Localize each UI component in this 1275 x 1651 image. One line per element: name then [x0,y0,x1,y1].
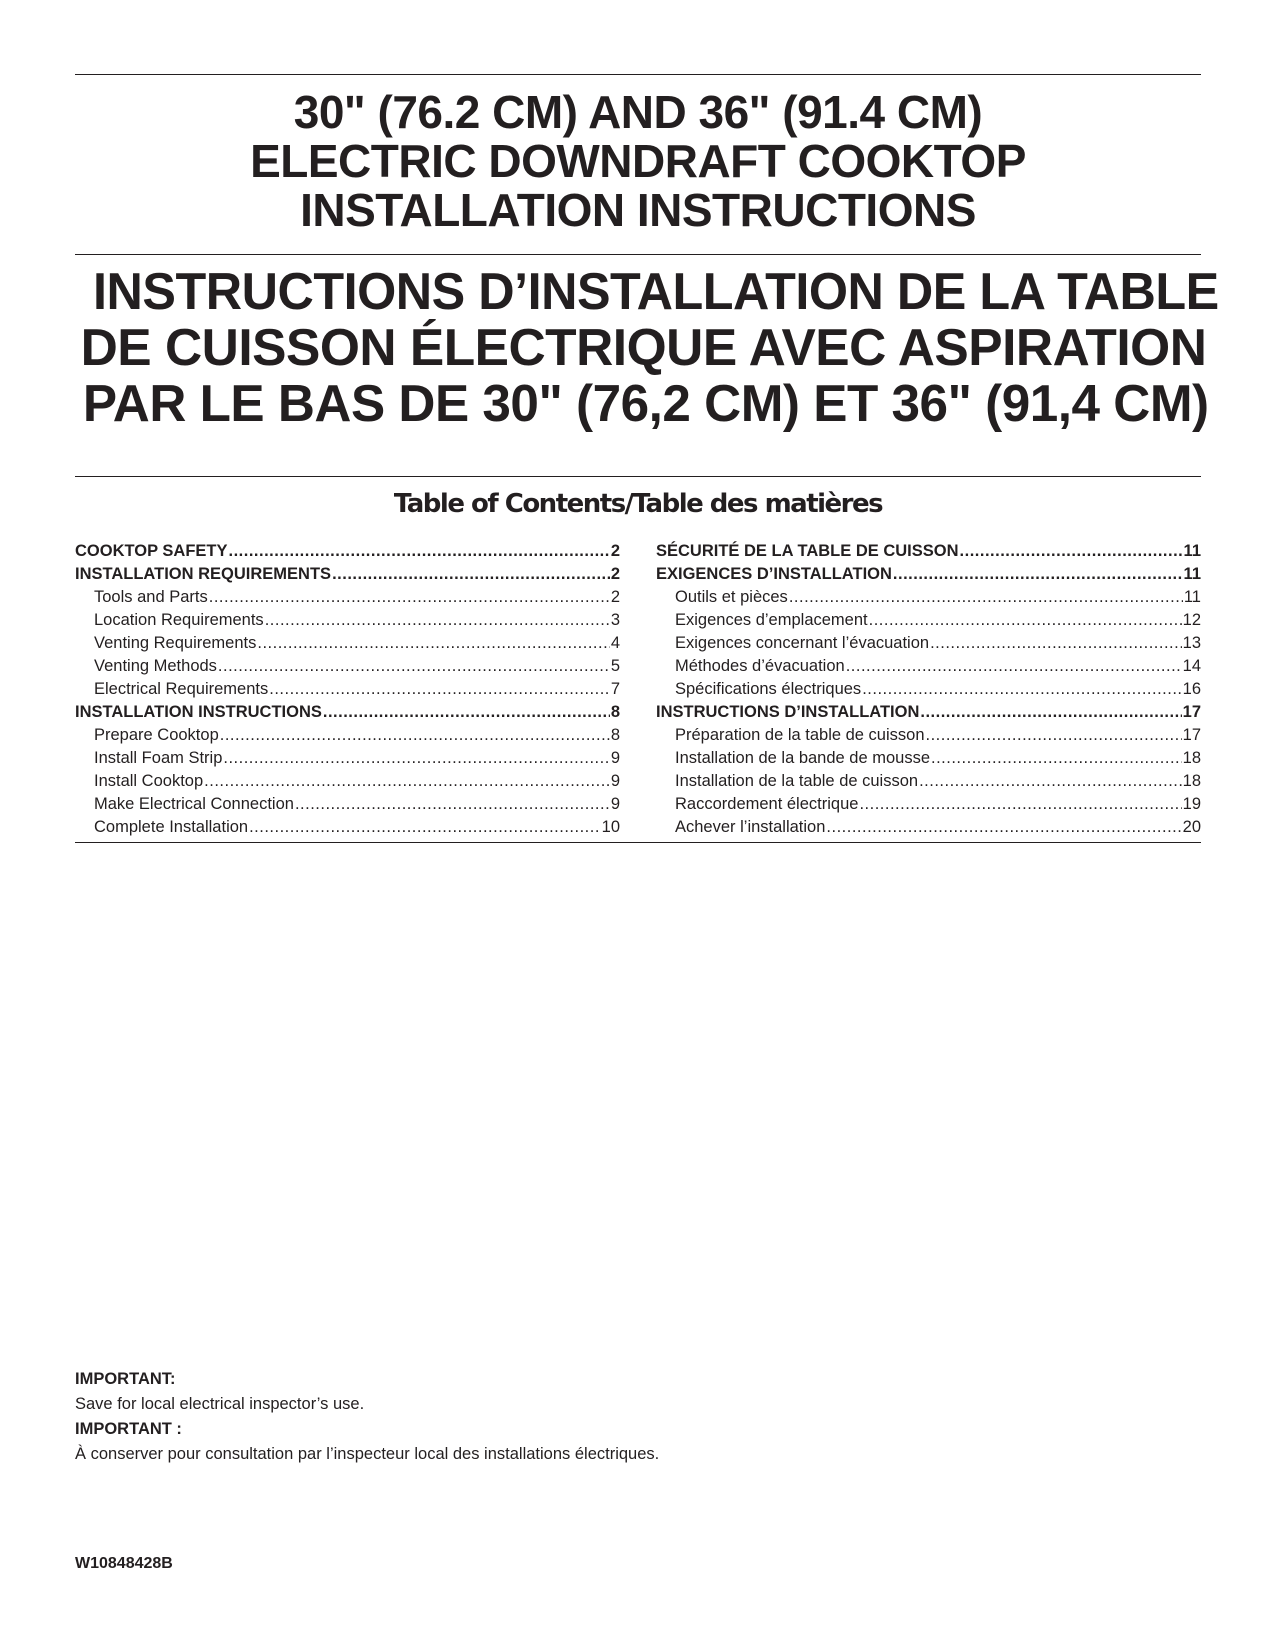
toc-heading: Table of Contents/Table des matières [393,489,883,519]
important-label-french: IMPORTANT : [75,1420,182,1438]
toc-english-column [75,540,620,839]
toc-dot-leader [869,609,1182,632]
toc-entry[interactable] [656,632,1201,655]
toc-entry-page: 18 [1182,749,1201,767]
toc-entry[interactable] [656,747,1201,770]
title-english [75,88,1201,235]
toc-entry-page: 17 [1182,703,1201,721]
toc-french-column [656,540,1201,839]
toc-entry-page: 18 [1182,772,1201,790]
toc-entry-page: 7 [610,680,620,698]
title-french-line-1: INSTRUCTIONS D’INSTALLATION DE LA TABLE [93,263,1219,321]
toc-entry-label: INSTALLATION REQUIREMENTS [75,565,332,583]
toc-entry-label: Install Cooktop [94,772,204,790]
toc-dot-leader [960,540,1183,563]
toc-entry[interactable] [75,586,620,609]
important-notice [75,1367,659,1467]
toc-entry-label: Make Electrical Connection [94,795,294,813]
toc-entry-page: 9 [610,772,620,790]
toc-entry[interactable] [75,655,620,678]
toc-dot-leader [204,770,610,793]
toc-entry-page: 3 [610,611,620,629]
toc-dot-leader [826,816,1181,839]
toc-dot-leader [265,609,610,632]
toc-entry[interactable] [656,655,1201,678]
title-french-line-2: DE CUISSON ÉLECTRIQUE AVEC ASPIRATION [80,319,1207,377]
toc-dot-leader [862,678,1181,701]
toc-entry[interactable] [656,609,1201,632]
toc-entry-label: COOKTOP SAFETY [75,542,228,560]
toc-entry-page: 5 [610,657,620,675]
toc-dot-leader [926,724,1182,747]
toc-dot-leader [249,816,601,839]
toc-entry-label: INSTRUCTIONS D’INSTALLATION [656,703,920,721]
toc-entry[interactable] [75,563,620,586]
toc-dot-leader [919,770,1182,793]
toc-dot-leader [229,540,610,563]
toc-entry-page: 9 [610,749,620,767]
toc-entry-page: 16 [1182,680,1201,698]
toc-dot-leader [846,655,1182,678]
toc-entry[interactable] [656,540,1201,563]
toc-entry-page: 14 [1182,657,1201,675]
toc-entry[interactable] [75,724,620,747]
toc-entry-page: 12 [1182,611,1201,629]
toc-dot-leader [920,701,1181,724]
toc-entry-page: 17 [1182,726,1201,744]
toc-entry-label: Venting Requirements [94,634,257,652]
title-french [75,263,1219,433]
toc-entry-label: Raccordement électrique [675,795,859,813]
toc-entry[interactable] [75,609,620,632]
toc-entry[interactable] [75,793,620,816]
toc-entry-page: 11 [1183,565,1201,583]
toc-entry-label: Spécifications électriques [675,680,862,698]
toc-entry-label: Exigences d’emplacement [675,611,868,629]
toc-dot-leader [223,747,609,770]
toc-entry[interactable] [656,701,1201,724]
toc-entry-page: 4 [610,634,620,652]
toc-entry[interactable] [656,563,1201,586]
toc-dot-leader [220,724,610,747]
toc-entry-label: Installation de la table de cuisson [675,772,919,790]
toc-entry-page: 8 [610,703,620,721]
toc-entry-page: 11 [1183,588,1201,606]
toc-dot-leader [218,655,610,678]
toc-entry[interactable] [656,770,1201,793]
important-text-french: À conserver pour consultation par l’inspecteur local des installations électriques. [75,1445,660,1463]
toc-dot-leader [859,793,1181,816]
toc-entry-label: INSTALLATION INSTRUCTIONS [75,703,322,721]
toc-entry-page: 13 [1182,634,1201,652]
toc-bottom-rule [75,842,1201,843]
toc-entry-label: Location Requirements [94,611,264,629]
toc-entry-page: 9 [610,795,620,813]
toc-entry-page: 2 [610,565,620,583]
toc-entry-page: 20 [1182,818,1201,836]
toc-entry[interactable] [656,793,1201,816]
title-english-line-3: INSTALLATION INSTRUCTIONS [300,184,976,236]
toc-entry[interactable] [75,678,620,701]
toc-entry[interactable] [75,701,620,724]
title-english-line-1: 30" (76.2 CM) AND 36" (91.4 CM) [293,86,983,138]
toc-entry[interactable] [75,816,620,839]
toc-entry-label: Installation de la bande de mousse [675,749,931,767]
toc-entry-label: Complete Installation [94,818,249,836]
toc-dot-leader [931,747,1182,770]
document-number: W10848428B [75,1555,173,1572]
toc-entry[interactable] [75,747,620,770]
toc-entry[interactable] [75,540,620,563]
toc-entry-page: 8 [610,726,620,744]
toc-entry[interactable] [656,586,1201,609]
toc-entry-page: 10 [601,818,620,836]
toc-entry-page: 19 [1182,795,1201,813]
toc-entry[interactable] [656,678,1201,701]
title-divider-rule [75,254,1201,255]
toc-entry-label: Méthodes d’évacuation [675,657,845,675]
toc-entry-label: Préparation de la table de cuisson [675,726,925,744]
toc-entry-label: SÉCURITÉ DE LA TABLE DE CUISSON [656,542,959,560]
toc-dot-leader [332,563,610,586]
toc-dot-leader [323,701,610,724]
toc-entry-label: Outils et pièces [675,588,788,606]
top-rule [75,74,1201,75]
toc-entry-label: Venting Methods [94,657,217,675]
toc-entry[interactable] [75,770,620,793]
toc-dot-leader [893,563,1183,586]
toc-dot-leader [209,586,610,609]
toc-entry[interactable] [656,816,1201,839]
toc-entry-label: Prepare Cooktop [94,726,219,744]
toc-dot-leader [257,632,609,655]
toc-dot-leader [930,632,1182,655]
important-text-english: Save for local electrical inspector’s use. [75,1395,365,1413]
toc-top-rule [75,476,1201,477]
toc-entry-label: EXIGENCES D’INSTALLATION [656,565,892,583]
toc-entry-label: Electrical Requirements [94,680,269,698]
toc-entry-label: Install Foam Strip [94,749,223,767]
toc-entry[interactable] [656,724,1201,747]
toc-dot-leader [295,793,610,816]
toc-entry-page: 11 [1183,542,1201,560]
toc-entry[interactable] [75,632,620,655]
toc-entry-label: Exigences concernant l’évacuation [675,634,930,652]
title-english-line-2: ELECTRIC DOWNDRAFT COOKTOP [250,135,1026,187]
toc-entry-page: 2 [610,542,620,560]
toc-dot-leader [269,678,610,701]
important-label-english: IMPORTANT: [75,1370,176,1388]
toc-dot-leader [789,586,1183,609]
toc-entry-label: Achever l’installation [675,818,826,836]
title-french-line-3: PAR LE BAS DE 30" (76,2 CM) ET 36" (91,4 CM) [82,375,1209,433]
toc-entry-page: 2 [610,588,620,606]
toc-entry-label: Tools and Parts [94,588,208,606]
